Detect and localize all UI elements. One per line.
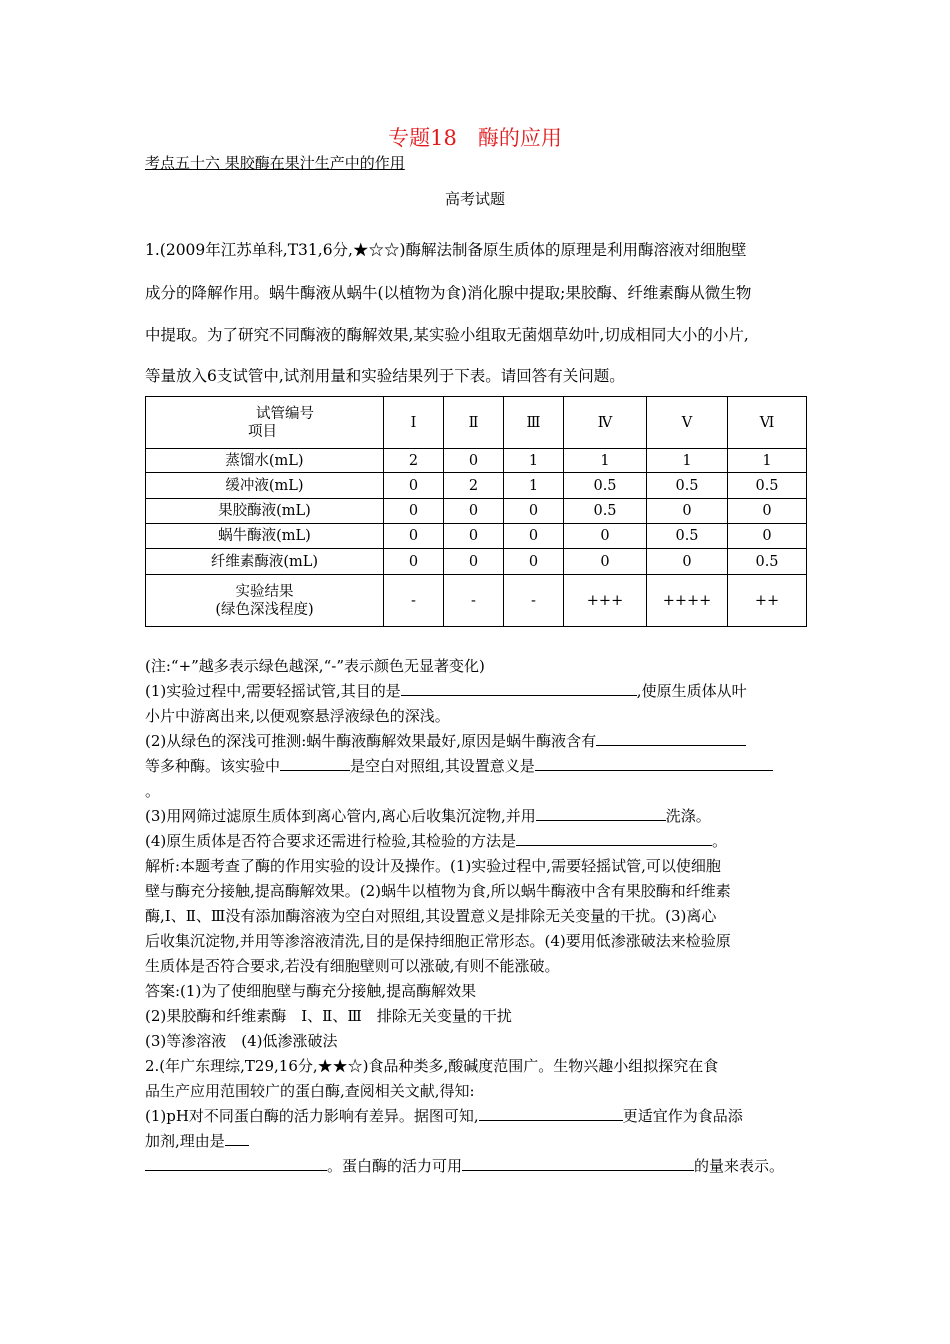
- answer-line: 答案:(1)为了使细胞壁与酶充分接触,提高酶解效果: [145, 982, 477, 1000]
- table-cell: -: [444, 575, 504, 627]
- table-result-row: [146, 575, 807, 627]
- text-segment: 洗涤。: [665, 807, 711, 825]
- table-cell: 0: [384, 549, 444, 575]
- row-label: 缓冲液(mL): [146, 473, 384, 499]
- result-sublabel: (绿色深浅程度): [215, 601, 314, 618]
- table-cell: +++: [564, 575, 647, 627]
- table-cell: -: [504, 575, 564, 627]
- analysis-line: 解析:本题考查了酶的作用实验的设计及操作。(1)实验过程中,需要轻摇试管,可以使细胞: [145, 857, 721, 875]
- corner-top-label: 试管编号: [256, 405, 314, 422]
- table-header-row: [146, 397, 807, 449]
- table-corner-cell: [146, 397, 384, 449]
- table-cell: 0: [564, 524, 647, 549]
- table-cell: 1: [564, 449, 647, 473]
- column-header: Ⅲ: [504, 397, 564, 449]
- question-1-part-4: [145, 830, 727, 851]
- answer-blank[interactable]: [516, 831, 712, 846]
- answer-blank[interactable]: [145, 1156, 327, 1171]
- table-cell: 0: [647, 499, 728, 524]
- text-segment: 是空白对照组,其设置意义是: [350, 757, 535, 775]
- table-row: [146, 449, 807, 473]
- question-1-line: 中提取。为了研究不同酶液的酶解效果,某实验小组取无菌烟草幼叶,切成相同大小的小片,: [145, 326, 749, 344]
- answer-blank[interactable]: [280, 756, 350, 771]
- row-label: 蜗牛酶液(mL): [146, 524, 384, 549]
- text-segment: 加剂,理由是: [145, 1132, 225, 1150]
- answer-blank[interactable]: [462, 1156, 694, 1171]
- experiment-table: [145, 396, 807, 627]
- analysis-line: 酶,Ⅰ、Ⅱ、Ⅲ没有添加酶溶液为空白对照组,其设置意义是排除无关变量的干扰。(3)离心: [145, 907, 717, 925]
- column-header: Ⅰ: [384, 397, 444, 449]
- table-row: [146, 499, 807, 524]
- analysis-line: 壁与酶充分接触,提高酶解效果。(2)蜗牛以植物为食,所以蜗牛酶液中含有果胶酶和纤维素: [145, 882, 731, 900]
- question-1-line: 等量放入6支试管中,试剂用量和实验结果列于下表。请回答有关问题。: [145, 367, 625, 385]
- table-cell: 1: [647, 449, 728, 473]
- question-1-line: 成分的降解作用。蜗牛酶液从蜗牛(以植物为食)消化腺中提取;果胶酶、纤维素酶从微生物: [145, 284, 752, 302]
- row-label: 蒸馏水(mL): [146, 449, 384, 473]
- question-2-line: 2.(年广东理综,T29,16分,★★☆)食品种类多,酸碱度范围广。生物兴趣小组拟探究在食: [145, 1057, 719, 1075]
- section-heading: 考点五十六 果胶酶在果汁生产中的作用: [145, 154, 405, 172]
- corner-bottom-label: 项目: [248, 423, 277, 440]
- row-label: 纤维素酶液(mL): [146, 549, 384, 575]
- question-1-part-3: [145, 805, 711, 826]
- table-cell: 1: [504, 473, 564, 499]
- text-segment: 的量来表示。: [694, 1157, 785, 1175]
- table-cell: 2: [444, 473, 504, 499]
- table-cell: 1: [728, 449, 807, 473]
- table-cell: 0: [444, 499, 504, 524]
- table-cell: 0: [728, 499, 807, 524]
- table-cell: 0: [384, 524, 444, 549]
- question-1-part-2: [145, 730, 746, 751]
- column-header: Ⅵ: [728, 397, 807, 449]
- answer-blank[interactable]: [225, 1131, 249, 1146]
- answer-blank[interactable]: [536, 806, 666, 821]
- result-label-cell: [146, 575, 384, 627]
- table-cell: 0.5: [647, 473, 728, 499]
- table-cell: ++++: [647, 575, 728, 627]
- table-cell: 0: [444, 449, 504, 473]
- table-cell: ++: [728, 575, 807, 627]
- table-cell: 0.5: [647, 524, 728, 549]
- table-cell: 0.5: [728, 549, 807, 575]
- subtitle: 高考试题: [444, 190, 505, 208]
- table-cell: 0: [444, 524, 504, 549]
- question-2-part-1-cont: [145, 1130, 249, 1151]
- result-label: 实验结果: [235, 583, 294, 600]
- text-segment: 等多种酶。该实验中: [145, 757, 281, 775]
- answer-line: (3)等渗溶液 (4)低渗涨破法: [145, 1032, 338, 1050]
- question-2-line: 品生产应用范围较广的蛋白酶,查阅相关文献,得知:: [145, 1082, 475, 1100]
- table-cell: 0: [384, 499, 444, 524]
- text-segment: (1)pH对不同蛋白酶的活力影响有差异。据图可知,: [145, 1107, 479, 1125]
- analysis-line: 后收集沉淀物,并用等渗溶液清洗,目的是保持细胞正常形态。(4)要用低渗涨破法来检验原: [145, 932, 731, 950]
- table-row: [146, 549, 807, 575]
- text-segment: (4)原生质体是否符合要求还需进行检验,其检验的方法是: [145, 832, 517, 850]
- page-title: 专题18 酶的应用: [388, 126, 562, 150]
- table-cell: 0: [647, 549, 728, 575]
- table-cell: 0.5: [564, 473, 647, 499]
- answer-blank[interactable]: [479, 1106, 623, 1121]
- text-segment: 。蛋白酶的活力可用: [327, 1157, 463, 1175]
- row-label: 果胶酶液(mL): [146, 499, 384, 524]
- question-1-part-1: [145, 680, 747, 701]
- table-cell: 2: [384, 449, 444, 473]
- table-cell: 0: [504, 549, 564, 575]
- text-segment: 。: [712, 832, 728, 850]
- answer-blank[interactable]: [596, 731, 746, 746]
- column-header: Ⅱ: [444, 397, 504, 449]
- table-cell: 0: [444, 549, 504, 575]
- column-header: Ⅳ: [564, 397, 647, 449]
- table-row: [146, 473, 807, 499]
- table-cell: 0: [504, 524, 564, 549]
- text-segment: (1)实验过程中,需要轻摇试管,其目的是: [145, 682, 401, 700]
- answer-blank[interactable]: [401, 681, 637, 696]
- analysis-line: 生质体是否符合要求,若没有细胞壁则可以涨破,有则不能涨破。: [145, 957, 560, 975]
- column-header: Ⅴ: [647, 397, 728, 449]
- text-segment: (2)从绿色的深浅可推测:蜗牛酶液酶解效果最好,原因是蜗牛酶液含有: [145, 732, 597, 750]
- text-segment: ,使原生质体从叶: [636, 682, 747, 700]
- question-1-part-1-cont: 小片中游离出来,以便观察悬浮液绿色的深浅。: [145, 707, 450, 725]
- answer-line: (2)果胶酶和纤维素酶 Ⅰ、Ⅱ、Ⅲ 排除无关变量的干扰: [145, 1007, 512, 1025]
- text-segment: 更适宜作为食品添: [622, 1107, 743, 1125]
- period-mark: 。: [145, 782, 161, 800]
- table-row: [146, 524, 807, 549]
- table-cell: -: [384, 575, 444, 627]
- question-2-part-1: [145, 1105, 743, 1126]
- table-cell: 0.5: [564, 499, 647, 524]
- answer-blank[interactable]: [535, 756, 773, 771]
- table-cell: 0: [504, 499, 564, 524]
- table-cell: 0: [564, 549, 647, 575]
- table-cell: 0.5: [728, 473, 807, 499]
- table-cell: 0: [728, 524, 807, 549]
- table-note: (注:“+”越多表示绿色越深,“-”表示颜色无显著变化): [145, 657, 485, 675]
- question-1-part-2-cont: [145, 755, 773, 776]
- table-cell: 1: [504, 449, 564, 473]
- question-1-line: 1.(2009年江苏单科,T31,6分,★☆☆)酶解法制备原生质体的原理是利用酶溶液对细胞壁: [145, 241, 747, 259]
- text-segment: (3)用网筛过滤原生质体到离心管内,离心后收集沉淀物,并用: [145, 807, 536, 825]
- question-2-part-1-end: [145, 1155, 784, 1176]
- table-cell: 0: [384, 473, 444, 499]
